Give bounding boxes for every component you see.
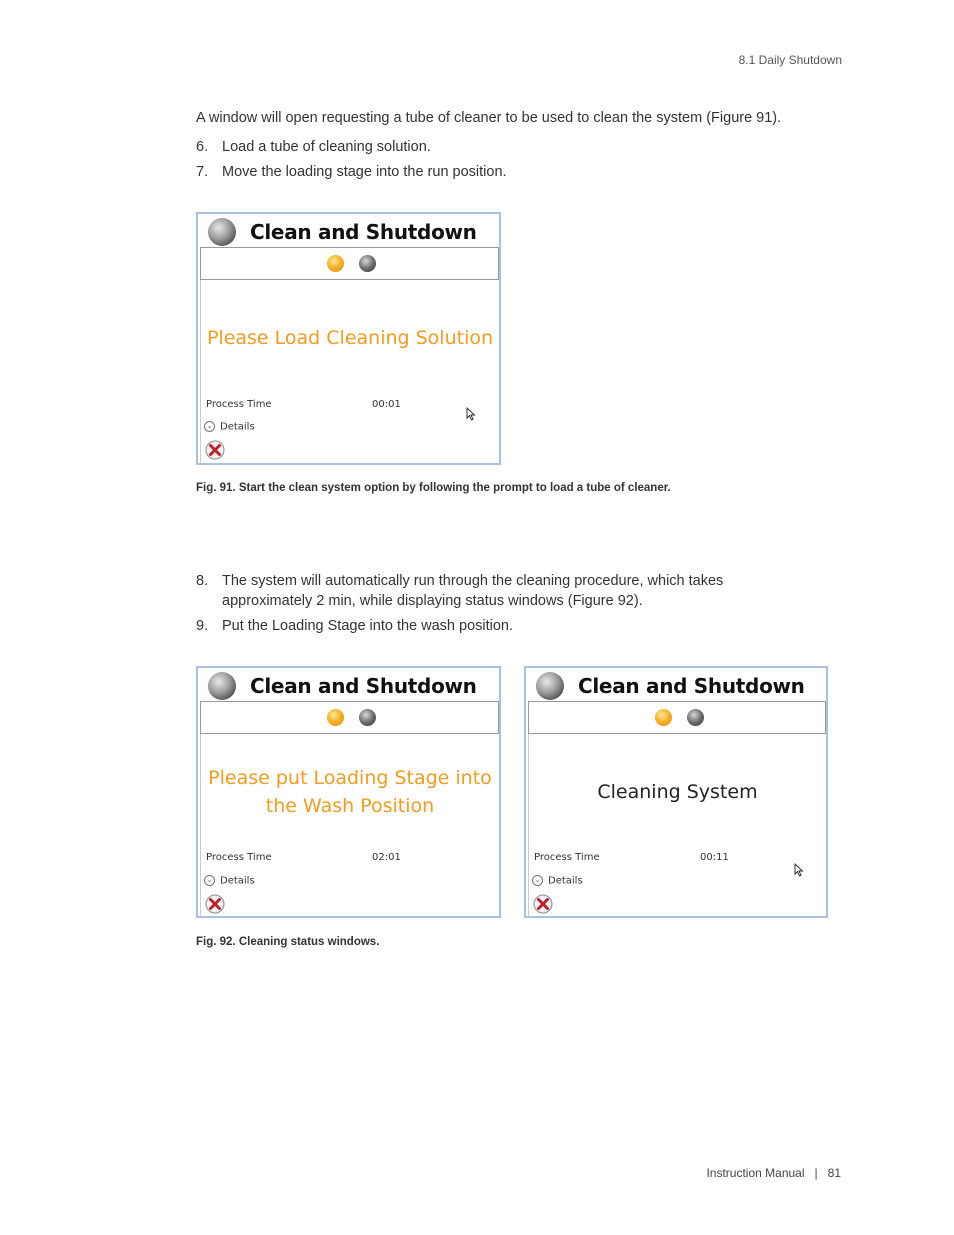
dialog-message: Please Load Cleaning Solution xyxy=(206,327,494,349)
footer-manual-title: Instruction Manual xyxy=(706,1166,805,1180)
page-footer xyxy=(706,1166,841,1180)
step-8 xyxy=(196,571,796,611)
chevron-down-icon: ⌄ xyxy=(204,875,215,886)
running-head: 8.1 Daily Shutdown xyxy=(738,53,842,67)
details-label: Details xyxy=(220,421,255,433)
dialog-message: Cleaning System xyxy=(597,781,758,803)
process-time-value: 00:01 xyxy=(372,399,401,410)
step-text: Put the Loading Stage into the wash position. xyxy=(222,618,514,634)
page-number: 81 xyxy=(827,1166,841,1180)
status-dot-grey-icon xyxy=(359,709,376,726)
status-indicator-bar xyxy=(528,702,826,734)
dialog-title: Clean and Shutdown xyxy=(578,674,805,698)
status-dot-orange-icon xyxy=(327,709,344,726)
dialog-message-line2: the Wash Position xyxy=(265,795,435,817)
dialog-titlebar xyxy=(200,214,499,248)
process-time-label: Process Time xyxy=(206,852,272,863)
chevron-down-icon: ⌄ xyxy=(204,421,215,432)
dialog-message-line1: Please put Loading Stage into xyxy=(208,767,492,789)
dialog-body xyxy=(200,280,499,463)
details-toggle[interactable] xyxy=(204,421,255,433)
details-toggle[interactable] xyxy=(532,875,583,887)
status-dot-orange-icon xyxy=(327,255,344,272)
moon-icon xyxy=(208,218,236,246)
process-time-value: 02:01 xyxy=(372,852,401,863)
moon-icon xyxy=(208,672,236,700)
step-6 xyxy=(196,137,796,157)
dialog-title: Clean and Shutdown xyxy=(250,674,477,698)
details-label: Details xyxy=(220,875,255,887)
process-time-value: 00:11 xyxy=(700,852,729,863)
step-text: The system will automatically run through the cleaning procedure, which takes approximately 2 min, while displaying status windows (Figure 92). xyxy=(222,573,724,609)
step-text: Load a tube of cleaning solution. xyxy=(222,139,431,155)
fig92-right-dialog-window xyxy=(524,666,828,918)
close-icon[interactable] xyxy=(205,440,225,460)
dialog-titlebar xyxy=(528,668,826,702)
status-dot-grey-icon xyxy=(687,709,704,726)
close-icon[interactable] xyxy=(533,894,553,914)
step-7 xyxy=(196,162,796,182)
cursor-icon xyxy=(794,863,804,877)
moon-icon xyxy=(536,672,564,700)
details-toggle[interactable] xyxy=(204,875,255,887)
fig92-left-dialog-window xyxy=(196,666,501,918)
fig92-caption: Fig. 92. Cleaning status windows. xyxy=(196,936,380,948)
chevron-down-icon: ⌄ xyxy=(532,875,543,886)
footer-separator: | xyxy=(814,1166,818,1180)
intro-paragraph: A window will open requesting a tube of cleaner to be used to clean the system (Figure 91). xyxy=(196,110,782,126)
process-time-label: Process Time xyxy=(206,399,272,410)
dialog-body xyxy=(200,734,499,916)
fig91-caption: Fig. 91. Start the clean system option by following the prompt to load a tube of cleaner. xyxy=(196,482,671,494)
step-number: 9. xyxy=(196,618,209,634)
dialog-body xyxy=(528,734,826,916)
status-indicator-bar xyxy=(200,248,499,280)
status-dot-orange-icon xyxy=(655,709,672,726)
fig91-dialog-window xyxy=(196,212,501,465)
step-9 xyxy=(196,616,796,636)
step-number: 8. xyxy=(196,573,209,589)
dialog-titlebar xyxy=(200,668,499,702)
close-icon[interactable] xyxy=(205,894,225,914)
details-label: Details xyxy=(548,875,583,887)
step-number: 6. xyxy=(196,139,209,155)
process-time-label: Process Time xyxy=(534,852,600,863)
step-number: 7. xyxy=(196,164,209,180)
cursor-icon xyxy=(466,407,476,421)
step-text: Move the loading stage into the run position. xyxy=(222,164,507,180)
status-dot-grey-icon xyxy=(359,255,376,272)
status-indicator-bar xyxy=(200,702,499,734)
dialog-title: Clean and Shutdown xyxy=(250,220,477,244)
